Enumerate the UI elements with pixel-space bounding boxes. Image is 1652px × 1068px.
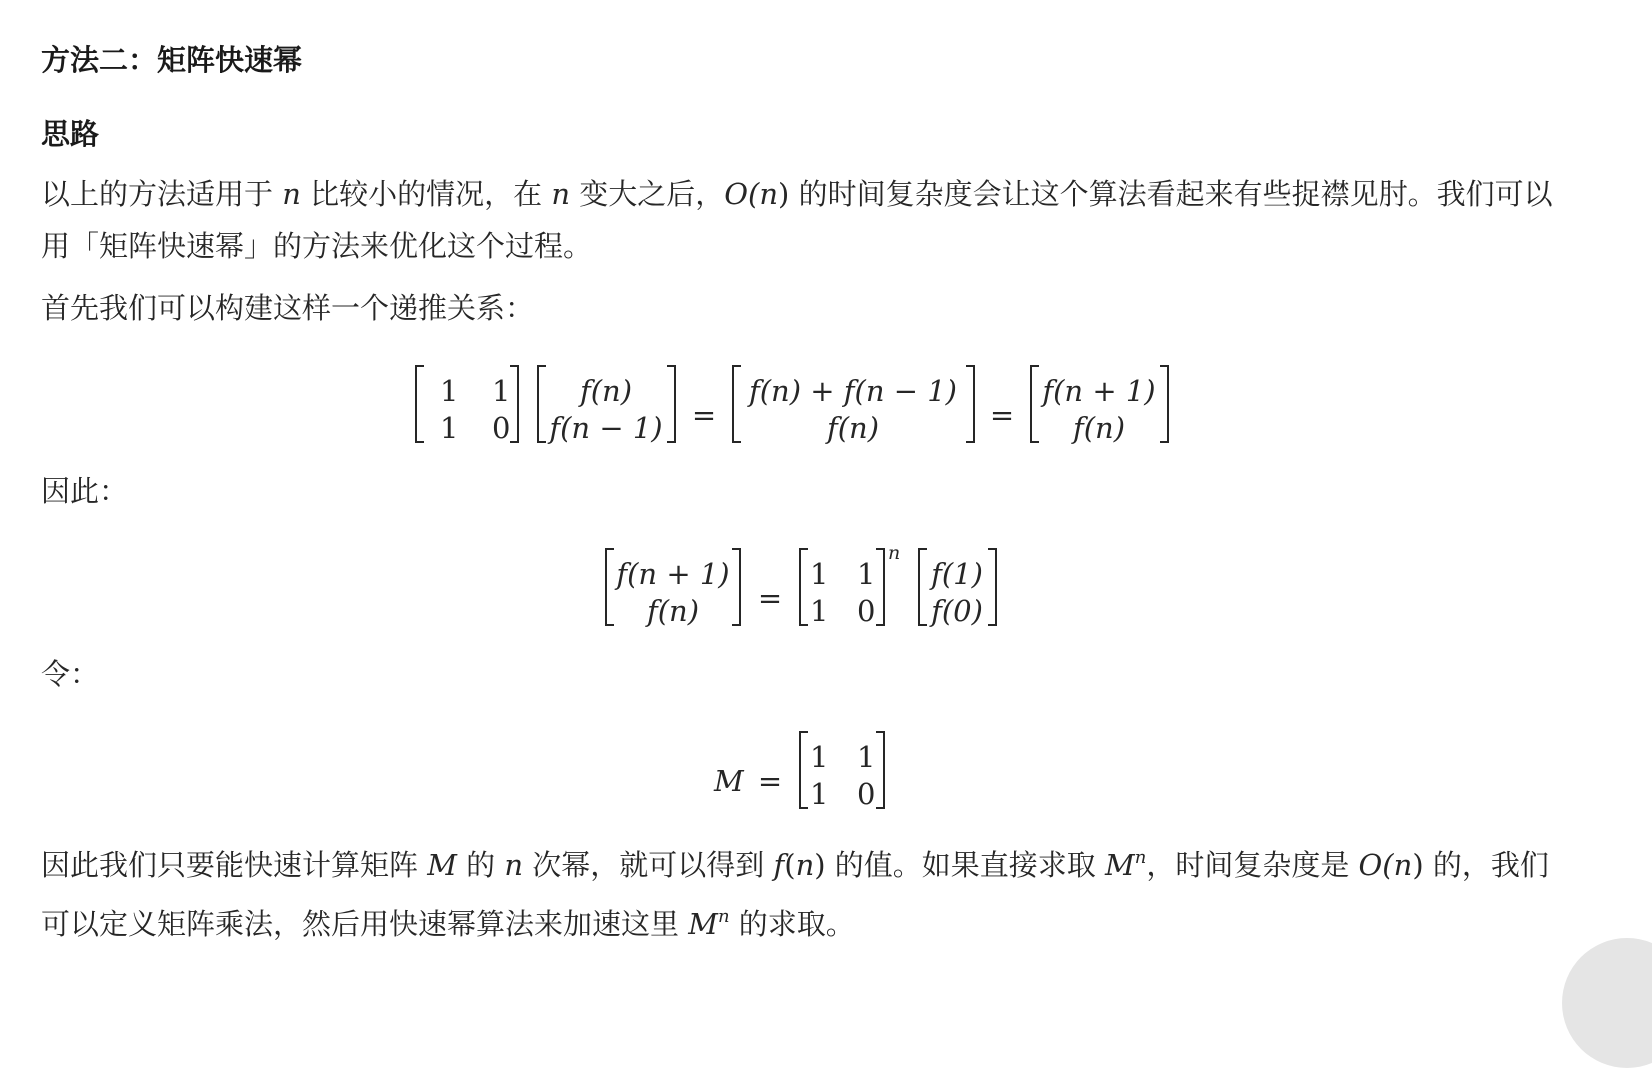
equation-power — [0, 533, 1652, 643]
matrix-m22: 0 — [857, 594, 876, 628]
math-var: n — [1393, 848, 1413, 882]
matrix-m11: 1 — [810, 557, 829, 591]
text: 变大之后， — [570, 177, 725, 211]
text: ，时间复杂度是 — [1146, 848, 1359, 882]
math-var: n — [282, 177, 301, 211]
math-var: n — [795, 848, 815, 882]
math-paren: ) — [814, 848, 826, 882]
math-var: M — [1105, 848, 1135, 882]
matrix-a21: 1 — [440, 411, 459, 445]
text: 因此我们只要能快速计算矩阵 — [41, 848, 428, 882]
equals-sign: = — [691, 398, 717, 432]
equals-sign: = — [757, 764, 783, 798]
text: 次幂，就可以得到 — [523, 848, 774, 882]
paragraph-intro — [41, 168, 1561, 272]
math-var: n — [551, 177, 571, 211]
matrix-a11: 1 — [440, 374, 459, 408]
math-big-o: O( — [724, 177, 760, 211]
equals-sign: = — [757, 581, 783, 615]
vector-d2: f(n) — [1072, 411, 1126, 445]
math-var: n — [759, 177, 779, 211]
matrix-exponent: n — [888, 542, 901, 564]
section-subheading: 思路 — [41, 117, 100, 151]
math-paren: ( — [784, 848, 796, 882]
matrix-m22: 0 — [857, 777, 876, 811]
math-var: M — [427, 848, 457, 882]
vector-c1: f(n) + f(n − 1) — [749, 374, 957, 408]
math-big-o: O( — [1358, 848, 1394, 882]
math-paren: ) — [778, 177, 790, 211]
text: 的，我们可以定义矩阵乘法，然后用快速幂算法来加速这里 — [41, 848, 1549, 941]
text: 比较小的情况，在 — [300, 177, 552, 211]
matrix-m12: 1 — [857, 740, 876, 774]
math-exponent: n — [1134, 847, 1147, 868]
vector-c2: f(n) — [826, 411, 880, 445]
section-heading: 方法二：矩阵快速幂 — [41, 43, 303, 77]
paragraph-let: 令： — [41, 657, 100, 691]
scroll-to-top-button[interactable] — [1562, 938, 1652, 1068]
math-exponent: n — [717, 906, 730, 927]
math-var: M — [688, 907, 718, 941]
text: 以上的方法适用于 — [41, 177, 283, 211]
math-var: f — [773, 848, 785, 882]
text: 的 — [456, 848, 505, 882]
matrix-a22: 0 — [492, 411, 511, 445]
text: 的求取。 — [729, 907, 855, 941]
text: 的时间复杂度会让这个算法看起来有些捉襟见肘。我们可以用「矩阵快速幂」的方法来优化这个过程。 — [41, 177, 1553, 263]
matrix-m21: 1 — [810, 777, 829, 811]
equation-define-m — [0, 716, 1652, 826]
equals-sign: = — [989, 398, 1015, 432]
matrix-m11: 1 — [810, 740, 829, 774]
matrix-m12: 1 — [857, 557, 876, 591]
vector-lhs-1: f(n + 1) — [616, 557, 730, 591]
paragraph-therefore: 因此： — [41, 474, 129, 508]
math-var: n — [504, 848, 524, 882]
vector-lhs-2: f(n) — [646, 594, 700, 628]
matrix-name: M — [714, 764, 744, 798]
matrix-a12: 1 — [492, 374, 511, 408]
vector-b2: f(n − 1) — [549, 411, 663, 445]
vector-d1: f(n + 1) — [1042, 374, 1156, 408]
math-paren: ) — [1412, 848, 1424, 882]
paragraph-conclusion — [41, 832, 1561, 950]
equation-recurrence — [0, 350, 1652, 460]
vector-rhs-2: f(0) — [931, 594, 983, 628]
vector-rhs-1: f(1) — [931, 557, 983, 591]
paragraph-recurrence: 首先我们可以构建这样一个递推关系： — [41, 291, 535, 325]
text: 的值。如果直接求取 — [825, 848, 1106, 882]
matrix-m21: 1 — [810, 594, 829, 628]
vector-b1: f(n) — [579, 374, 633, 408]
